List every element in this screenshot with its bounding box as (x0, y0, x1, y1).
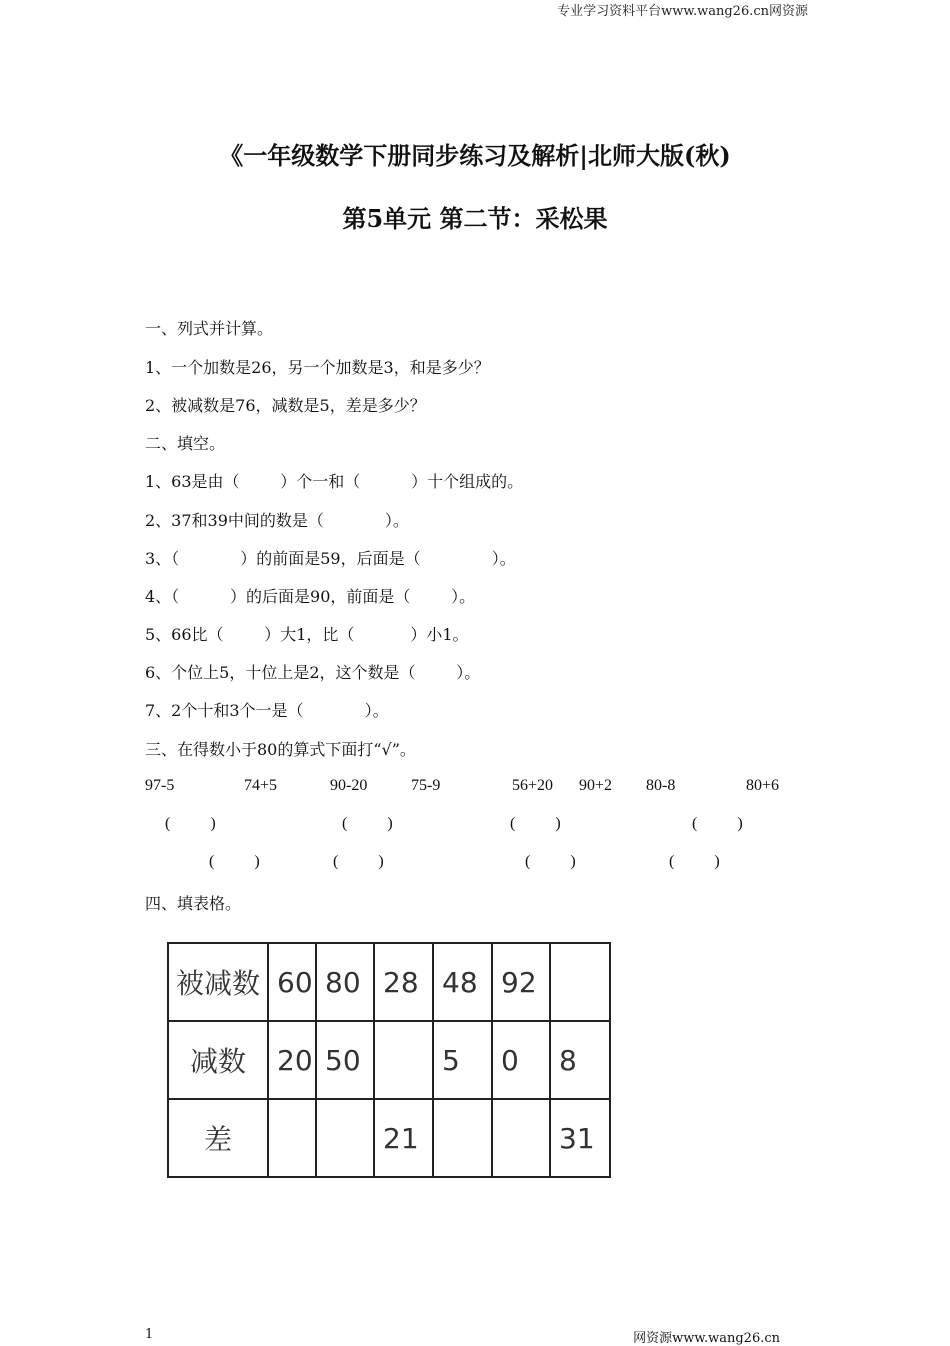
expression: 90+2 (579, 777, 613, 794)
section2-question-5: 5、66比（ ）大1，比（ ）小1。 (145, 625, 469, 644)
header-note: 专业学习资料平台www.wang26.cn网资源 (557, 4, 808, 19)
section1-heading: 一、列式并计算。 (145, 319, 274, 338)
table-cell: 28 (374, 943, 433, 1021)
subtraction-table (167, 942, 611, 1178)
table-cell: 92 (492, 943, 550, 1021)
section2-question-2: 2、37和39中间的数是（ ）。 (145, 511, 409, 530)
answer-blank[interactable]: ( ) (525, 853, 576, 870)
section2-question-7: 7、2个十和3个一是（ ）。 (145, 701, 389, 720)
section4-heading: 四、填表格。 (145, 894, 242, 913)
row-label: 差 (168, 1099, 268, 1177)
table-cell: 5 (433, 1021, 492, 1099)
expression: 80+6 (746, 777, 780, 794)
section2-question-6: 6、个位上5，十位上是2，这个数是（ ）。 (145, 663, 481, 682)
row-label: 减数 (168, 1021, 268, 1099)
table-cell: 21 (374, 1099, 433, 1177)
answer-blank[interactable]: ( ) (209, 853, 260, 870)
table-cell: 31 (550, 1099, 610, 1177)
section2-question-3: 3、（ ）的前面是59，后面是（ ）。 (145, 549, 516, 568)
answer-blank[interactable]: ( ) (333, 853, 384, 870)
section3-heading: 三、在得数小于80的算式下面打“√”。 (145, 740, 416, 759)
table-cell-blank[interactable] (268, 1099, 316, 1177)
section2-question-1: 1、63是由（ ）个一和（ ）十个组成的。 (145, 472, 524, 491)
table-cell-blank[interactable] (374, 1021, 433, 1099)
table-cell-blank[interactable] (550, 943, 610, 1021)
table-cell: 80 (316, 943, 374, 1021)
table-row (168, 943, 610, 1021)
table-cell: 50 (316, 1021, 374, 1099)
expression: 75-9 (411, 777, 441, 794)
expression: 90-20 (330, 777, 368, 794)
expression: 74+5 (244, 777, 278, 794)
table-cell: 60 (268, 943, 316, 1021)
table-cell-blank[interactable] (492, 1099, 550, 1177)
table-cell-blank[interactable] (433, 1099, 492, 1177)
answer-blank[interactable]: ( ) (342, 815, 393, 832)
expression: 56+20 (512, 777, 554, 794)
answer-blank[interactable]: ( ) (669, 853, 720, 870)
section2-heading: 二、填空。 (145, 434, 226, 453)
table-row (168, 1021, 610, 1099)
document-subtitle: 第5单元 第二节：采松果 (342, 204, 608, 233)
table-cell: 48 (433, 943, 492, 1021)
section1-question-2: 2、被减数是76，减数是5，差是多少？ (145, 396, 426, 415)
footer-note: 网资源www.wang26.cn (633, 1331, 780, 1346)
table-cell: 0 (492, 1021, 550, 1099)
expression: 80-8 (646, 777, 676, 794)
table-cell: 8 (550, 1021, 610, 1099)
page-number: 1 (145, 1327, 154, 1342)
answer-blank[interactable]: ( ) (692, 815, 743, 832)
table-row (168, 1099, 610, 1177)
row-label: 被减数 (168, 943, 268, 1021)
answer-blank[interactable]: ( ) (165, 815, 216, 832)
answer-blank[interactable]: ( ) (510, 815, 561, 832)
expression: 97-5 (145, 777, 175, 794)
table-cell-blank[interactable] (316, 1099, 374, 1177)
section1-question-1: 1、一个加数是26，另一个加数是3，和是多少？ (145, 358, 490, 377)
table-cell: 20 (268, 1021, 316, 1099)
document-title: 《一年级数学下册同步练习及解析|北师大版(秋) (219, 141, 731, 170)
section2-question-4: 4、（ ）的后面是90，前面是（ ）。 (145, 587, 476, 606)
